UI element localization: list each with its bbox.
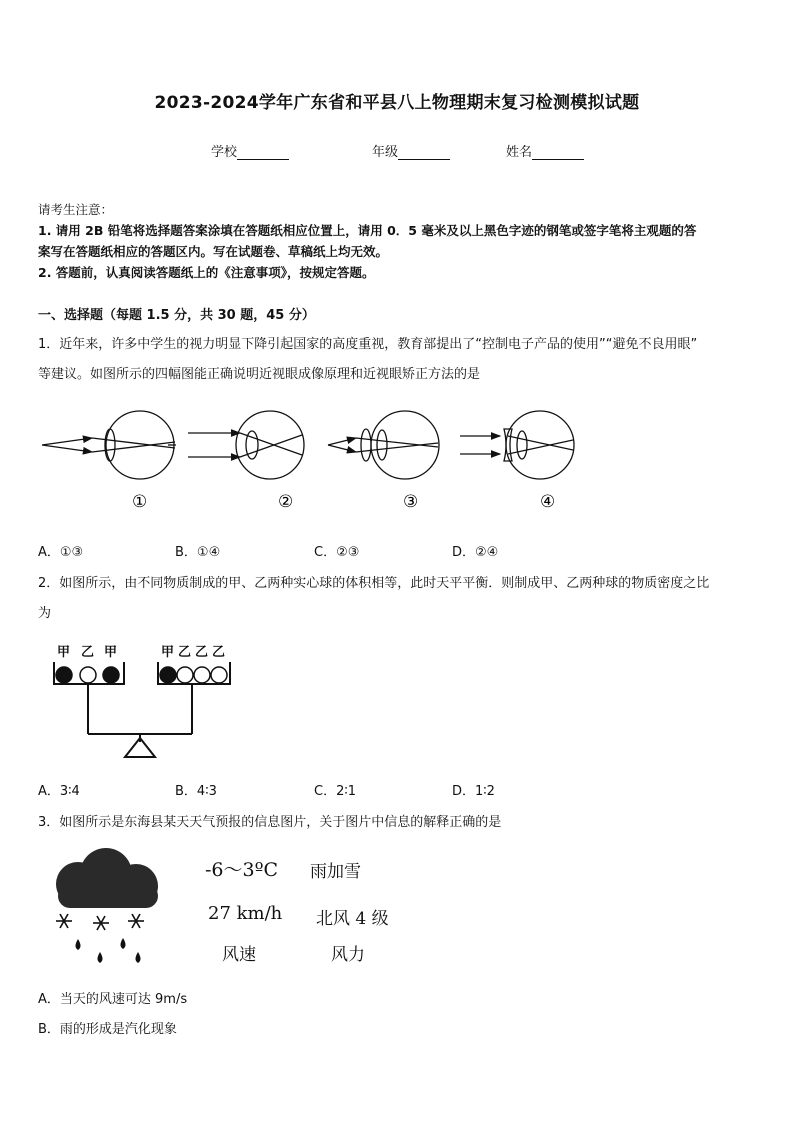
eye-diagram-4 [460,411,574,479]
q1-option-a: A．①③ [38,545,84,560]
wind-force: 北风 4 级 [316,909,389,929]
eye-diagram-3 [328,411,439,479]
notice-heading: 请考生注意： [38,202,114,217]
q1-option-c: C．②③ [314,545,360,560]
raindrop-icons [76,938,141,963]
ball-jia-left-2 [103,667,119,683]
temperature: -6～3ºC [205,859,279,881]
grade-label: 年级 [372,145,399,160]
name-label: 姓名 [506,145,533,160]
q3-option-b: B．雨的形成是汽化现象 [38,1022,177,1037]
label-right-4: 乙 [212,645,226,660]
grade-field [372,141,450,160]
wind-speed: 27 km/h [208,903,283,924]
ball-jia-right [160,667,176,683]
ball-yi-right-3 [211,667,227,683]
q2-option-d: D．1∶2 [452,784,495,799]
label-right-2: 乙 [178,645,192,660]
q2-text-1: 2．如图所示，由不同物质制成的甲、乙两种实心球的体积相等，此时天平平衡．则制成甲、乙两种球的物质密度之比 [38,576,710,591]
ball-yi-right-1 [177,667,193,683]
balance-diagram [40,638,240,763]
label-right-3: 乙 [195,645,209,660]
notice-line-2: 案写在答题纸相应的答题区内。写在试题卷、草稿纸上均无效。 [38,244,389,259]
eye-diagram-1 [42,411,176,479]
q2-option-a: A．3∶4 [38,784,80,799]
label-right-1: 甲 [161,645,175,660]
label-left-1: 甲 [57,645,71,660]
q2-option-b: B．4∶3 [175,784,217,799]
q1-option-b: B．①④ [175,545,221,560]
diagram-label-2: ② [278,492,294,512]
grade-blank [398,146,450,160]
ball-yi-right-2 [194,667,210,683]
weather-type: 雨加雪 [310,862,361,882]
diagram-label-3: ③ [403,492,419,512]
q1-text-1: 1．近年来，许多中学生的视力明显下降引起国家的高度重视，教育部提出了“控制电子产品的使用”“避免不良用眼” [38,337,698,352]
page-title: 2023-2024学年广东省和平县八上物理期末复习检测模拟试题 [154,93,640,113]
label-left-2: 乙 [81,645,95,660]
wind-speed-label: 风速 [222,945,256,965]
notice-line-3: 2. 答题前，认真阅读答题纸上的《注意事项》，按规定答题。 [38,265,375,280]
q1-option-d: D．②④ [452,545,499,560]
school-blank [237,146,289,160]
weather-icon [48,846,168,971]
q2-text-2: 为 [38,606,52,621]
diagram-label-1: ① [132,492,148,512]
ball-jia-left-1 [56,667,72,683]
notice-line-1: 1. 请用 2B 铅笔将选择题答案涂填在答题纸相应位置上，请用 0．5 毫米及以上黑色字迹的钢笔或签字笔将主观题的答 [38,223,697,238]
eye-diagrams [30,400,590,520]
snowflake-icons [56,914,144,930]
eye-diagram-2 [188,411,304,479]
q3-option-a: A．当天的风速可达 9m/s [38,992,188,1007]
name-blank [532,146,584,160]
school-label: 学校 [211,145,238,160]
ball-yi-left [80,667,96,683]
wind-force-label: 风力 [331,945,365,965]
q1-text-2: 等建议。如图所示的四幅图能正确说明近视眼成像原理和近视眼矫正方法的是 [38,367,481,382]
name-field [506,141,584,160]
q2-option-c: C．2∶1 [314,784,357,799]
school-field [211,141,289,160]
section-heading: 一、选择题（每题 1.5 分，共 30 题，45 分） [38,308,315,323]
label-left-3: 甲 [104,645,118,660]
q3-text-1: 3．如图所示是东海县某天天气预报的信息图片，关于图片中信息的解释正确的是 [38,815,502,830]
diagram-label-4: ④ [540,492,556,512]
